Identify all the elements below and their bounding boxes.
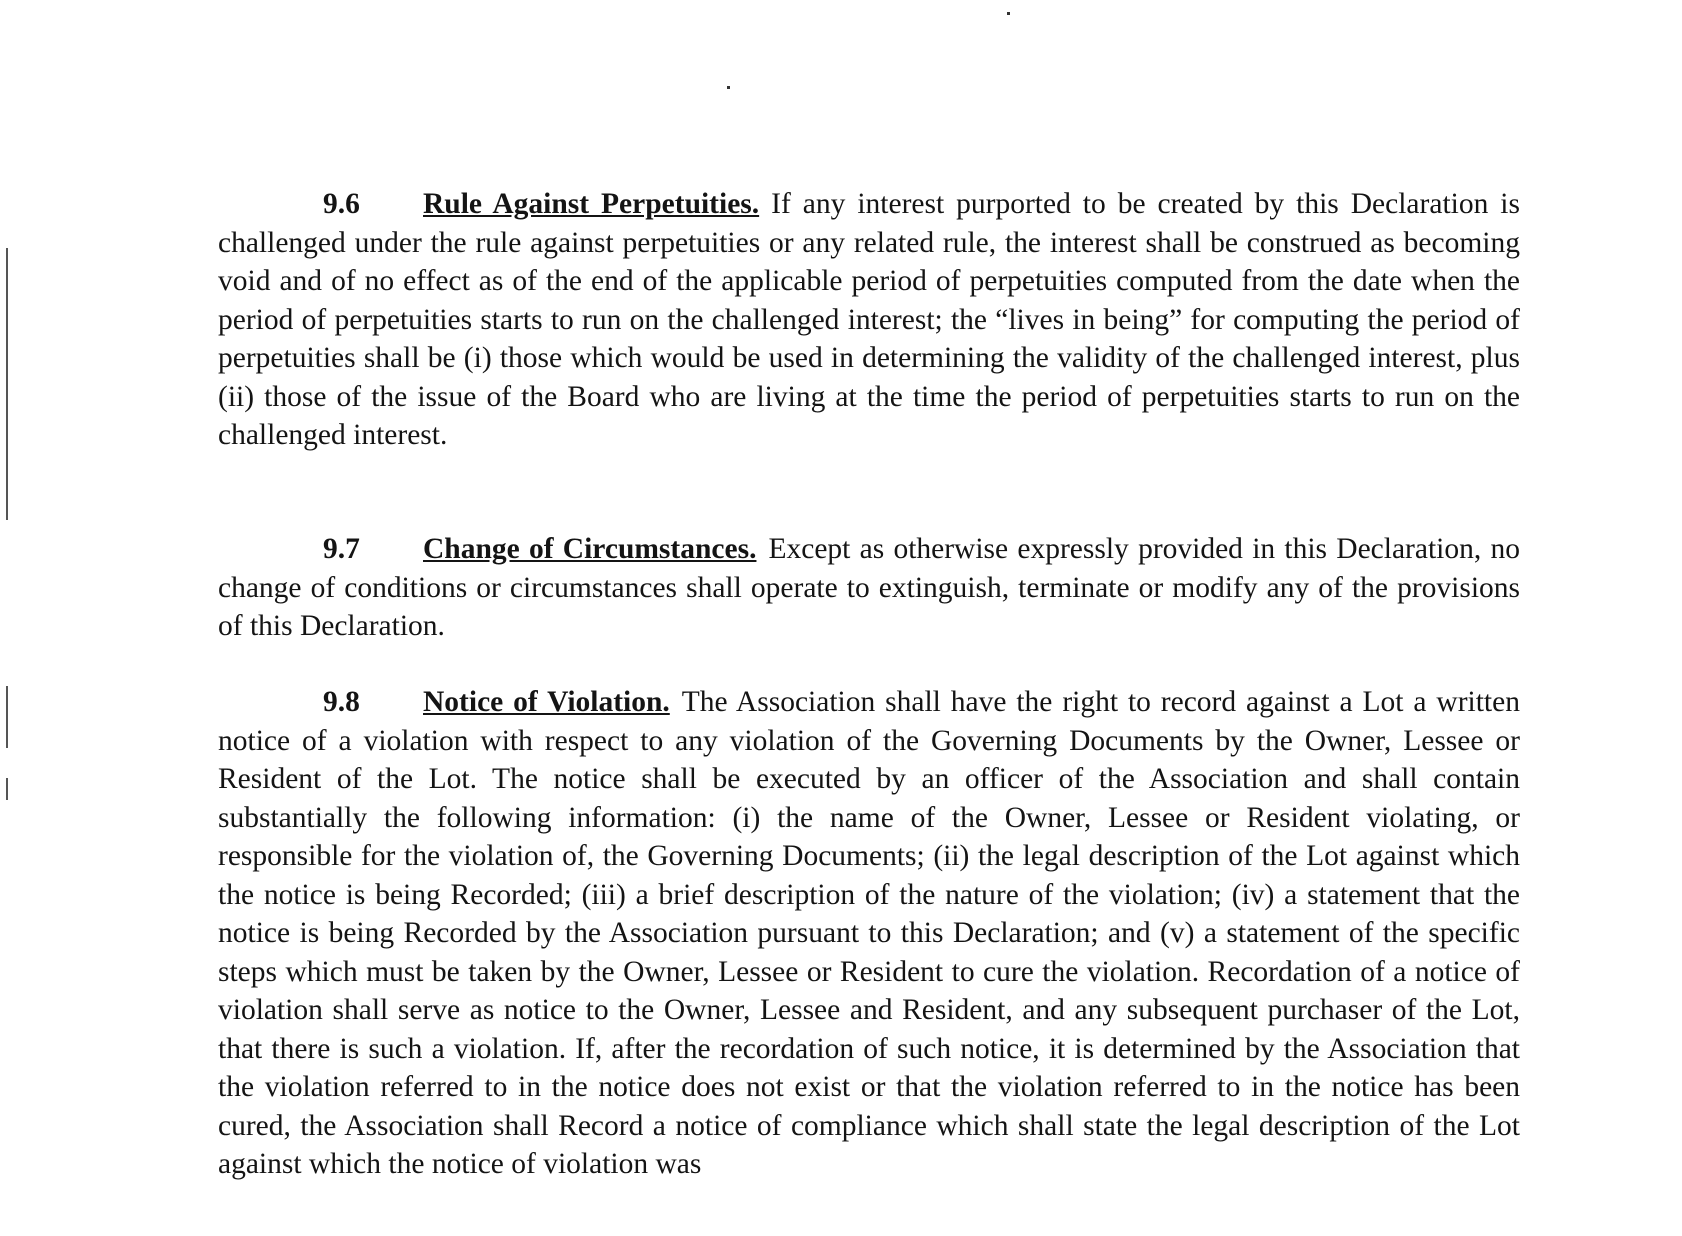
section-number: 9.8 — [323, 686, 360, 718]
section-heading: Rule Against Perpetuities. — [423, 188, 760, 220]
section-body: If any interest purported to be created by this Declaration is challenged under the rule against perpetuities or any related rule, the interest shall be construed as becoming void and of no effect as of the end of the applicable period of perpetuities computed from the date when the period of perpetuities starts to run on the challenged interest; the “lives in being” for computing the period of perpetuities shall be (i) those which would be used in determining the validity of the challenged interest, plus (ii) those of the issue of the Board who are living at the time the period of perpetuities starts to run on the challenged interest. — [218, 188, 1520, 451]
scan-speck — [1007, 12, 1010, 15]
section-heading: Change of Circumstances. — [423, 533, 757, 565]
section-9-6 — [218, 185, 1520, 455]
section-body: The Association shall have the right to record against a Lot a written notice of a violation with respect to any violation of the Governing Documents by the Owner, Lessee or Resident of the Lot. The notice shall be executed by an officer of the Association and shall contain substantially the following information: (i) the name of the Owner, Lessee or Resident violating, or responsible for the violation of, the Governing Documents; (ii) the legal description of the Lot against which the notice is being Recorded; (iii) a brief description of the nature of the violation; (iv) a statement that the notice is being Recorded by the Association pursuant to this Declaration; and (v) a statement of the specific steps which must be taken by the Owner, Lessee or Resident to cure the violation. Recordation of a notice of violation shall serve as notice to the Owner, Lessee and Resident, and any subsequent purchaser of the Lot, that there is such a violation. If, after the recordation of such notice, it is determined by the Association that the violation referred to in the notice does not exist or that the violation referred to in the notice has been cured, the Association shall Record a notice of compliance which shall state the legal description of the Lot against which the notice of violation was — [218, 686, 1520, 1180]
section-number: 9.6 — [323, 188, 360, 220]
section-heading: Notice of Violation. — [423, 686, 670, 718]
margin-change-bar — [6, 778, 8, 800]
margin-change-bar — [6, 248, 8, 520]
scan-speck — [727, 86, 730, 89]
margin-change-bar — [6, 686, 8, 748]
section-9-8 — [218, 683, 1520, 1184]
section-body: Except as otherwise expressly provided in this Declaration, no change of conditions or circumstances shall operate to extinguish, terminate or modify any of the provisions of this Declaration. — [218, 533, 1521, 642]
section-9-7 — [218, 530, 1520, 646]
section-number: 9.7 — [323, 533, 360, 565]
